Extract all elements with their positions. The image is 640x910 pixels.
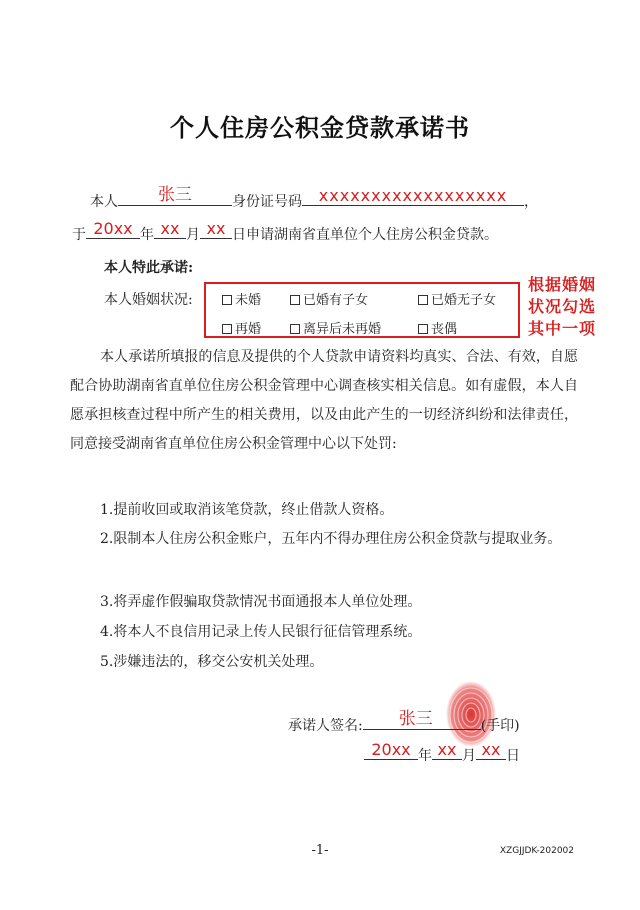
checkbox-icon[interactable] <box>290 295 300 305</box>
date-year-field <box>86 219 140 239</box>
sig-month-field <box>432 740 462 760</box>
handprint-label: (手印) <box>480 718 520 734</box>
id-number-field <box>302 186 524 206</box>
date-year-unit: 年 <box>140 227 154 243</box>
date-month-unit: 月 <box>186 227 200 243</box>
option-married-no-children[interactable] <box>418 289 496 308</box>
checkbox-icon[interactable] <box>418 324 428 334</box>
option-label: 再婚 <box>235 322 262 337</box>
date-prefix: 于 <box>72 227 86 243</box>
option-label: 未婚 <box>235 293 262 308</box>
checkbox-icon[interactable] <box>290 324 300 334</box>
date-year-handwritten: 20xx <box>93 219 133 238</box>
option-married-with-children[interactable] <box>290 289 368 308</box>
checkbox-icon[interactable] <box>222 295 232 305</box>
date-month-field <box>154 219 186 239</box>
option-label: 离异后未再婚 <box>303 322 382 337</box>
sig-year-field <box>364 740 418 760</box>
annotation-line: 根据婚姻 <box>528 275 597 294</box>
sig-year-handwritten: 20xx <box>371 740 411 759</box>
option-label: 已婚有子女 <box>303 293 369 308</box>
penalty-item-3: 3.将弄虚作假骗取贷款情况书面通报本人单位处理。 <box>100 594 422 610</box>
form-code: XZGJJDK-202002 <box>499 846 574 856</box>
signature-field <box>363 709 481 730</box>
marital-annotation <box>528 274 612 340</box>
date-day-handwritten: xx <box>206 219 226 238</box>
penalty-item-1: 1.提前收回或取消该笔贷款，终止借款人资格。 <box>100 502 394 518</box>
checkbox-icon[interactable] <box>222 324 232 334</box>
sig-month-handwritten: xx <box>437 740 457 759</box>
applicant-name-handwritten: 张三 <box>158 185 192 205</box>
sig-day-handwritten: xx <box>481 740 501 759</box>
annotation-line: 状况勾选 <box>528 297 597 316</box>
option-unmarried[interactable] <box>222 289 261 308</box>
penalty-item-5: 5.涉嫌违法的，移交公安机关处理。 <box>100 654 324 670</box>
date-month-handwritten: xx <box>160 219 180 238</box>
commitment-heading: 本人特此承诺: <box>104 260 194 276</box>
signature-name-handwritten: 张三 <box>398 709 433 729</box>
option-divorced-not-remarried[interactable] <box>290 318 381 337</box>
id-label: 身份证号码 <box>232 194 302 210</box>
option-widowed[interactable] <box>418 318 457 337</box>
date-day-field <box>200 219 232 239</box>
option-remarried[interactable] <box>222 318 261 337</box>
document-title: 个人住房公积金贷款承诺书 <box>170 113 470 142</box>
date-rest-text: 日申请湖南省直单位个人住房公积金贷款。 <box>232 227 498 243</box>
checkbox-icon[interactable] <box>418 295 428 305</box>
penalty-item-2: 2.限制本人住房公积金账户，五年内不得办理住房公积金贷款与提取业务。 <box>100 531 562 547</box>
applicant-line <box>90 185 538 211</box>
applicant-name-field <box>118 185 232 206</box>
id-number-handwritten: xxxxxxxxxxxxxxxxxx <box>318 186 508 205</box>
option-label: 已婚无子女 <box>431 293 497 308</box>
sig-month-unit: 月 <box>462 748 476 764</box>
signature-label: 承诺人签名: <box>288 718 363 734</box>
application-date-line <box>72 219 498 244</box>
commitment-body-paragraph: 本人承诺所填报的信息及提供的个人贷款申请资料均真实、合法、有效，自愿配合协助湖南省直单位住房公积金管理中心调查核实相关信息。如有虚假，本人自愿承担核查过程中所产生的相关费用，以及由此产生的一切经济纠纷和法律责任，同意接受湖南省直单位住房公积金管理中心以下处罚: <box>70 349 578 452</box>
applicant-prefix: 本人 <box>90 194 118 210</box>
annotation-line: 其中一项 <box>528 319 597 338</box>
penalty-item-4: 4.将本人不良信用记录上传人民银行征信管理系统。 <box>100 624 422 640</box>
sig-day-field <box>476 740 506 760</box>
page-number: -1- <box>311 843 329 858</box>
sig-year-unit: 年 <box>418 748 432 764</box>
sig-day-unit: 日 <box>506 748 520 764</box>
signature-date-line <box>364 740 520 765</box>
marital-status-label: 本人婚姻状况: <box>104 292 193 308</box>
applicant-suffix: ， <box>524 194 538 210</box>
signature-line <box>288 709 520 735</box>
option-label: 丧偶 <box>431 322 458 337</box>
